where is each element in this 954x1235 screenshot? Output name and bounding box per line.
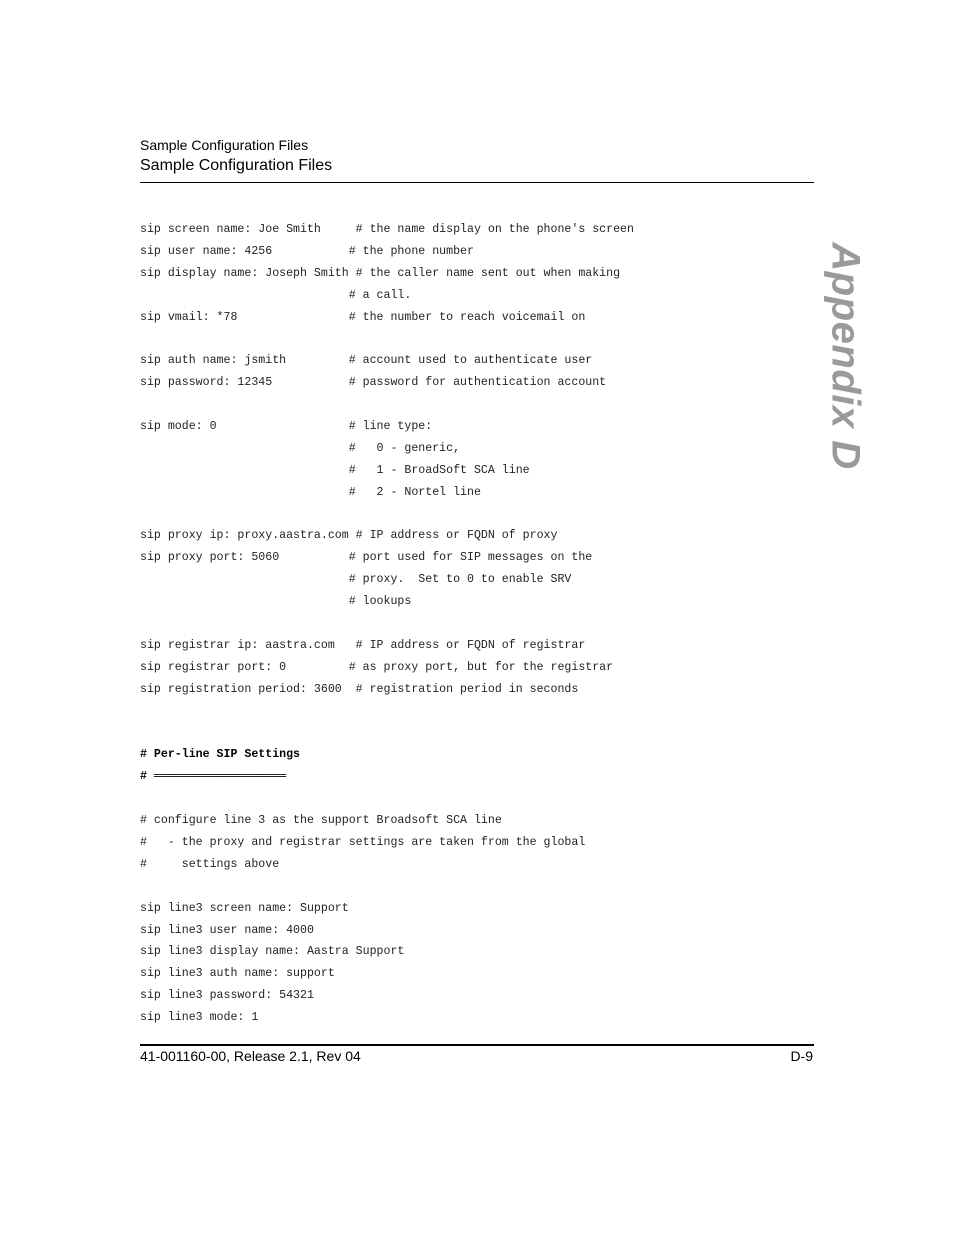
code-line xyxy=(140,701,700,723)
code-line: sip display name: Joseph Smith # the caller name sent out when making xyxy=(140,266,621,280)
code-line: sip registration period: 3600 # registration period in seconds xyxy=(140,682,579,696)
code-line: # proxy. Set to 0 to enable SRV xyxy=(140,573,572,587)
code-line xyxy=(140,613,700,635)
code-line: # lookups xyxy=(140,595,412,609)
code-line: # ═══════════════════ xyxy=(140,770,287,784)
code-line xyxy=(140,504,700,526)
code-line: sip line3 mode: 1 xyxy=(140,1011,259,1025)
section-title: Sample Configuration Files xyxy=(140,157,333,174)
header-divider xyxy=(140,182,814,183)
code-line: # configure line 3 as the support Broadsoft SCA line xyxy=(140,814,502,828)
code-line xyxy=(140,722,700,744)
footer-divider xyxy=(140,1044,814,1046)
code-line: sip user name: 4256 # the phone number xyxy=(140,244,474,258)
code-line: sip proxy port: 5060 # port used for SIP messages on the xyxy=(140,551,593,565)
running-title: Sample Configuration Files xyxy=(140,137,309,153)
code-line: sip registrar port: 0 # as proxy port, but for the registrar xyxy=(140,660,614,674)
code-line xyxy=(140,394,700,416)
code-line: # 0 - generic, xyxy=(140,441,461,455)
code-line: sip line3 auth name: support xyxy=(140,967,335,981)
config-code-listing xyxy=(140,219,700,1029)
code-line: # 1 - BroadSoft SCA line xyxy=(140,463,530,477)
footer-page-number: D-9 xyxy=(790,1048,813,1064)
code-line: sip password: 12345 # password for authentication account xyxy=(140,376,607,390)
code-line: sip proxy ip: proxy.aastra.com # IP address or FQDN of proxy xyxy=(140,529,558,543)
code-line xyxy=(140,328,700,350)
appendix-tab-label: Appendix D xyxy=(823,241,868,470)
code-line: # a call. xyxy=(140,288,412,302)
code-line: sip line3 screen name: Support xyxy=(140,901,349,915)
code-line: sip screen name: Joe Smith # the name display on the phone's screen xyxy=(140,223,634,236)
code-line xyxy=(140,788,700,810)
code-line: # - the proxy and registrar settings are taken from the global xyxy=(140,835,586,849)
footer-doc-id: 41-001160-00, Release 2.1, Rev 04 xyxy=(140,1048,361,1064)
appendix-side-tab xyxy=(822,241,868,470)
code-line: sip vmail: *78 # the number to reach voicemail on xyxy=(140,310,586,324)
code-line xyxy=(140,876,700,898)
code-line: sip line3 display name: Aastra Support xyxy=(140,945,405,959)
code-line: sip auth name: jsmith # account used to authenticate user xyxy=(140,354,593,368)
code-line: sip line3 user name: 4000 xyxy=(140,923,314,937)
code-line: # Per-line SIP Settings xyxy=(140,748,301,762)
code-line: sip mode: 0 # line type: xyxy=(140,420,433,434)
code-line: sip registrar ip: aastra.com # IP address or FQDN of registrar xyxy=(140,638,586,652)
code-line: sip line3 password: 54321 xyxy=(140,989,314,1003)
code-line: # 2 - Nortel line xyxy=(140,485,481,499)
code-line: # settings above xyxy=(140,857,280,871)
